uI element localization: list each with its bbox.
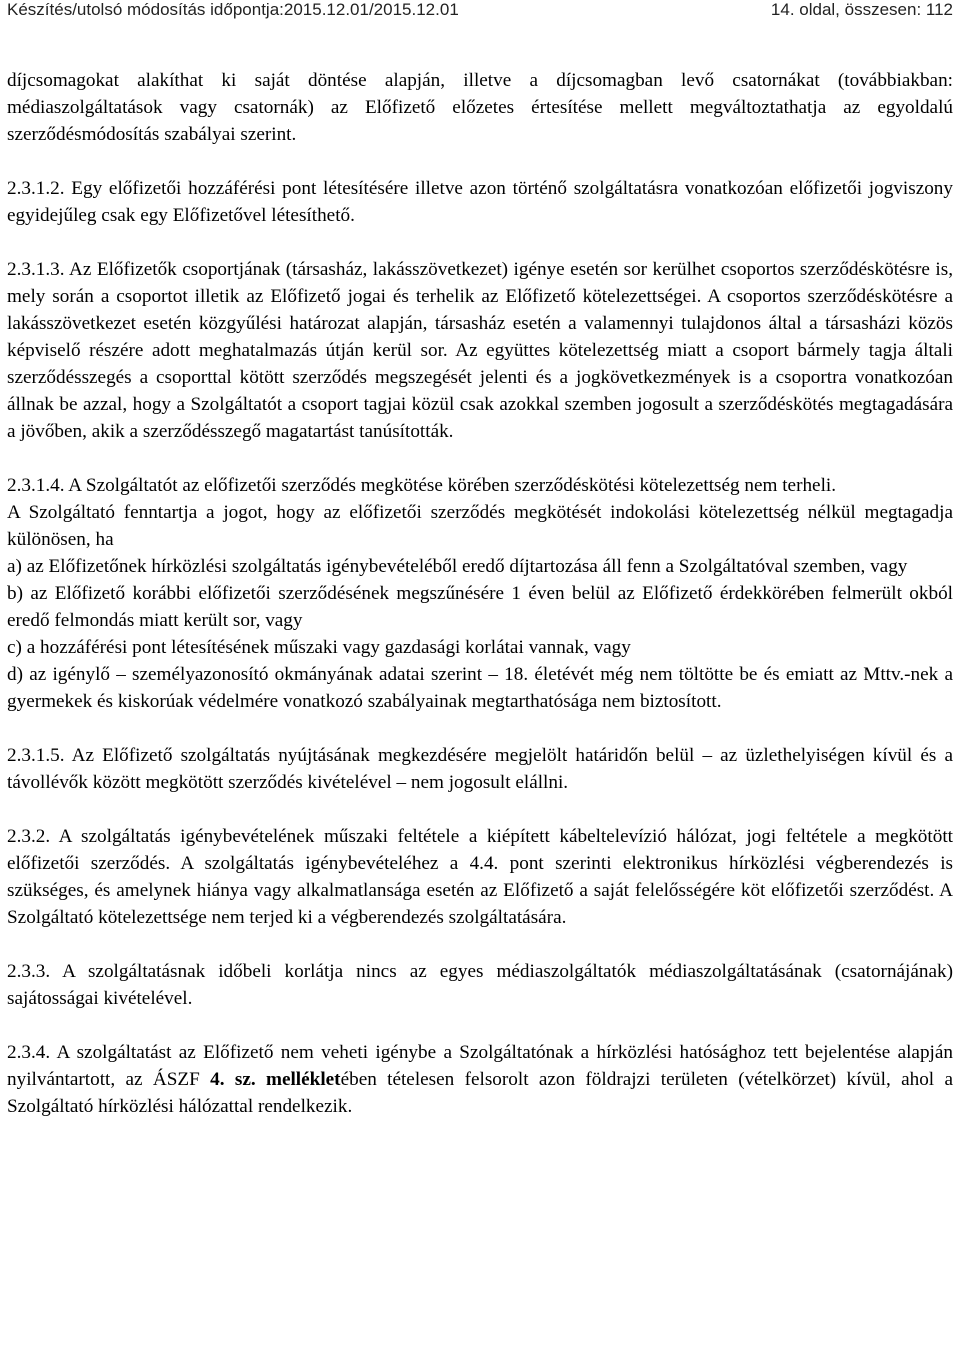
list-item-b: b) az Előfizető korábbi előfizetői szerződésének megszűnésére 1 éven belül az Előfizető érdekkörében felmerült okból eredő felmondás miatt került sor, vagy — [7, 583, 953, 631]
paragraph-2-3-2: 2.3.2. A szolgáltatás igénybevételének műszaki feltétele a kiépített kábeltelevízió hálózat, jogi feltétele a megkötött előfizetői szerződés. A szolgáltatás igénybevételéhez a 4.4. pont szerinti elektronikus hírközlési végberendezés is szükséges, és amelynek hiánya vagy alkalmatlansága esetén az Előfizető a saját felelősségére köt előfizetői szerződést. A Szolgáltató kötelezettsége nem terjed ki a végberendezés szolgáltatására. — [7, 826, 953, 928]
paragraph-2-3-1-2: 2.3.1.2. Egy előfizetői hozzáférési pont létesítésére illetve azon történő szolgáltatásra vonatkozóan előfizetői jogviszony egyidejűleg csak egy Előfizetővel létesíthető. — [7, 178, 953, 226]
header-date: Készítés/utolsó módosítás időpontja:2015.12.01/2015.12.01 — [7, 0, 459, 19]
list-item-a: a) az Előfizetőnek hírközlési szolgáltatás igénybevételéből eredő díjtartozása áll fenn a Szolgáltatóval szemben, vagy — [7, 556, 908, 577]
paragraph-2-3-4 — [7, 1039, 953, 1120]
paragraph-2-3-1-4: 2.3.1.4. A Szolgáltatót az előfizetői szerződés megkötése körében szerződéskötési kötelezettség nem terheli. — [7, 475, 837, 496]
list-item-c: c) a hozzáférési pont létesítésének műszaki vagy gazdasági korlátai vannak, vagy — [7, 637, 631, 658]
paragraph-2-3-1-5: 2.3.1.5. Az Előfizető szolgáltatás nyújtásának megkezdésére megjelölt határidőn belül – az üzlethelyiségen kívül és a távollévők között megkötött szerződés kivételével – nem jogosult elállni. — [7, 745, 953, 793]
paragraph-2-3-4-text-end: ében tételesen felsorolt azon földrajzi területen (vételkörzet) kívül, ahol a Szolgáltató hírközlési hálózattal rendelkezik. — [7, 1069, 953, 1117]
paragraph-refusal-rights: A Szolgáltató fenntartja a jogot, hogy az előfizetői szerződés megkötését indokolási kötelezettség nélkül megtagadja különösen, ha — [7, 502, 953, 550]
list-item-d: d) az igénylő – személyazonosító okmányának adatai szerint – 18. életévét még nem töltötte be és emiatt az Mttv.-nek a gyermekek és kiskorúak védelmére vonatkozó szabályainak megtarthatósága nem biztosított. — [7, 664, 953, 712]
annex-reference: 4. sz. melléklet — [210, 1069, 341, 1090]
page-header — [7, 0, 953, 22]
paragraph-2-3-4-text: 2.3.4. A szolgáltatást az Előfizető nem veheti igénybe a Szolgáltatónak a hírközlési hatósághoz tett bejelentése alapján nyilvántartott, az ÁSZF — [7, 1042, 953, 1090]
header-page-number: 14. oldal, összesen: 112 — [770, 0, 953, 19]
document-body — [7, 67, 953, 1120]
paragraph-2-3-1-3: 2.3.1.3. Az Előfizetők csoportjának (társasház, lakásszövetkezet) igénye esetén sor kerülhet csoportos szerződéskötésre is, mely során a csoportot illetik az Előfizető jogai és terhelik az Előfizető kötelezettségei. A csoportos szerződéskötésre a lakásszövetkezet esetén közgyűlési határozat alapján, társasház esetén a valamennyi tulajdonos által a társasházi közös képviselő részére adott meghatalmazás útján kerül sor. Az együttes kötelezettség miatt a csoport bármely tagja általi szerződésszegés a csoporttal kötött szerződés megszegését jelenti és a jogkövetkezmények is a csoportra vonatkozóan állnak be azzal, hogy a Szolgáltatót a csoport tagjai közül csak azokkal szemben jogosult a szerződéskötés megtagadására a jövőben, akik a szerződésszegő magatartást tanúsították. — [7, 259, 953, 442]
paragraph-2-3-3: 2.3.3. A szolgáltatásnak időbeli korlátja nincs az egyes médiaszolgáltatók médiaszolgáltatásának (csatornájának) sajátosságai kivételével. — [7, 961, 953, 1009]
paragraph-intro: díjcsomagokat alakíthat ki saját döntése alapján, illetve a díjcsomagban levő csatornákat (továbbiakban: médiaszolgáltatások vagy csatornák) az Előfizető előzetes értesítése mellett megváltoztathatja az egyoldalú szerződésmódosítás szabályai szerint. — [7, 70, 953, 145]
